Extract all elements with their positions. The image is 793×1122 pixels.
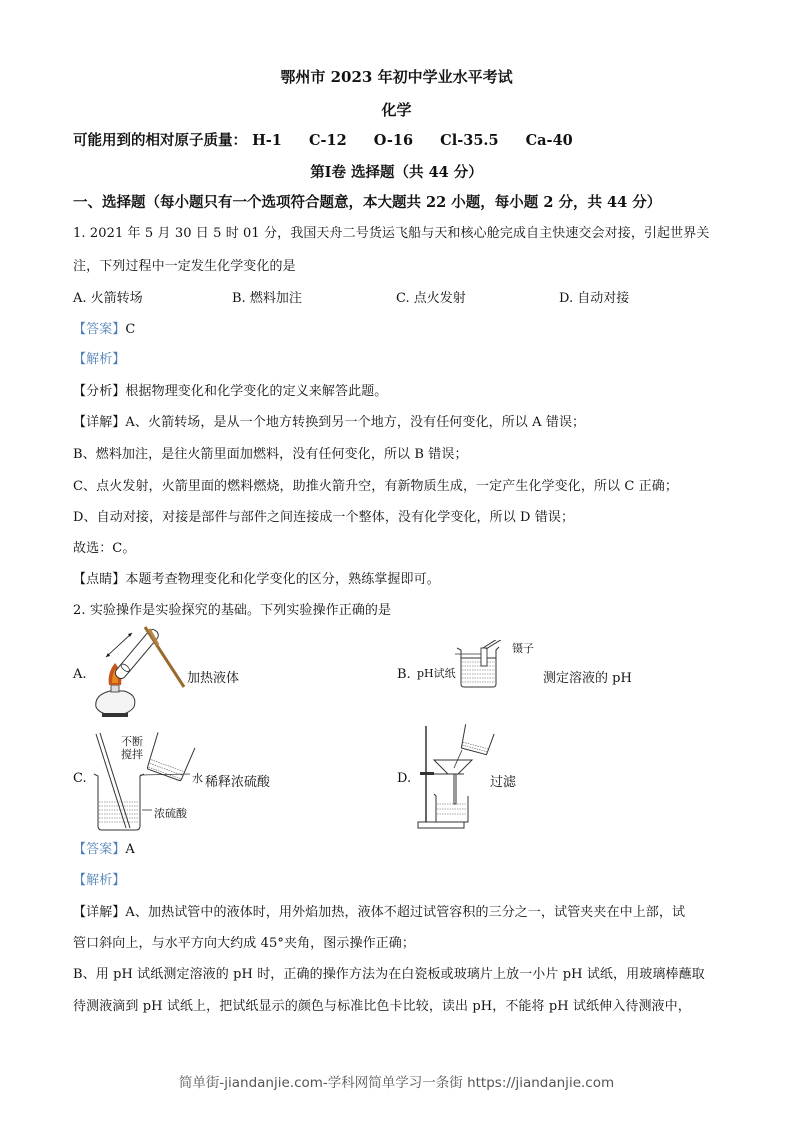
- answer-value: C: [125, 322, 136, 337]
- heating-liquid-figure: [88, 625, 188, 725]
- q1-detail-line-b: B、燃料加注，是往火箭里面加燃料，没有任何变化，所以 B 错误；: [73, 447, 468, 462]
- q1-conclusion: 故选：C。: [73, 541, 136, 556]
- q2-detail-line-4: 待测液滴到 pH 试纸上，把试纸显示的颜色与标准比色卡比较，读出 pH，不能将 pH 试纸伸入待测液中，: [73, 999, 691, 1014]
- answer-value: A: [125, 842, 135, 857]
- q2-answer: [73, 838, 135, 857]
- q2-option-b-letter: B.: [397, 667, 411, 682]
- atomic-mass-c: C-12: [308, 132, 347, 149]
- conc-acid-label: 浓硫酸: [154, 807, 187, 820]
- exam-title: 鄂州市 2023 年初中学业水平考试: [280, 68, 513, 86]
- stir-label: 不断搅拌: [121, 735, 143, 761]
- answer-tag: 【答案】: [73, 322, 126, 337]
- q1-option-d: D. 自动对接: [559, 291, 630, 306]
- tweezers-label: 镊子: [512, 642, 534, 655]
- water-label: 水: [192, 772, 203, 785]
- part-title: 一、选择题（每小题只有一个选项符合题意，本大题共 22 小题，每小题 2 分，共 44 分）: [73, 194, 662, 211]
- q1-analysis-tag: 【解析】: [73, 352, 126, 367]
- q1-detail-line-c: C、点火发射，火箭里面的燃料燃烧，助推火箭升空，有新物质生成，一定产生化学变化，所以 C 正确；: [73, 479, 678, 494]
- fenxi-text: 根据物理变化和化学变化的定义来解答此题。: [125, 384, 388, 399]
- q2-detail-line-2: 管口斜向上，与水平方向大约成 45°夹角，图示操作正确；: [73, 936, 415, 951]
- q1-stem-line1: 1. 2021 年 5 月 30 日 5 时 01 分，我国天舟二号货运飞船与天和核心舱完成自主快速交会对接，引起世界关: [73, 226, 710, 241]
- q1-option-c: C. 点火发射: [396, 291, 466, 306]
- comment-text: 本题考查物理变化和化学变化的区分，熟练掌握即可。: [125, 572, 440, 587]
- q1-stem-line2: 注，下列过程中一定发生化学变化的是: [73, 259, 296, 274]
- detail-tag: 【详解】: [73, 415, 126, 430]
- q2-option-b-caption: 测定溶液的 pH: [543, 671, 632, 686]
- atomic-mass-h: H-1: [252, 132, 282, 149]
- ph-paper-label: pH试纸: [417, 667, 456, 680]
- q2-option-a-caption: 加热液体: [187, 671, 240, 686]
- atomic-mass-cl: Cl-35.5: [440, 132, 499, 149]
- q1-detail-line-a: [73, 411, 585, 430]
- q2-analysis-tag: 【解析】: [73, 873, 126, 888]
- q2-detail-line-1: [73, 901, 685, 920]
- footer-watermark: 简单街-jiandanjie.com-学科网简单学习一条街 https://jiandanjie.com: [178, 1075, 615, 1091]
- atomic-mass-o: O-16: [373, 132, 414, 149]
- q2-detail-line-3: B、用 pH 试纸测定溶液的 pH 时，正确的操作方法为在白瓷板或玻璃片上放一小片 pH 试纸，用玻璃棒蘸取: [73, 967, 705, 982]
- q1-comment: [73, 568, 440, 587]
- answer-tag: 【答案】: [73, 842, 126, 857]
- q2-option-d-caption: 过滤: [490, 775, 517, 790]
- q1-answer: [73, 318, 135, 337]
- q1-option-a: A. 火箭转场: [73, 291, 143, 306]
- atomic-masses: [73, 129, 573, 150]
- comment-tag: 【点睛】: [73, 572, 126, 587]
- q2-stem: 2. 实验操作是实验探究的基础。下列实验操作正确的是: [73, 603, 392, 618]
- q2-option-a-letter: A.: [73, 667, 87, 682]
- detail-tag: 【详解】: [73, 905, 126, 920]
- subject-title: 化学: [381, 101, 412, 119]
- q1-detail-line-d: D、自动对接，对接是部件与部件之间连接成一个整体，没有化学变化，所以 D 错误；: [73, 510, 575, 525]
- atomic-masses-label: 可能用到的相对原子质量：: [73, 132, 247, 149]
- q2-option-d-letter: D.: [397, 771, 412, 786]
- fenxi-tag: 【分析】: [73, 384, 126, 399]
- detail-text: A、加热试管中的液体时，用外焰加热，液体不超过试管容积的三分之一，试管夹夹在中上部，试: [125, 905, 686, 920]
- detail-text: A、火箭转场，是从一个地方转换到另一个地方，没有任何变化，所以 A 错误；: [125, 415, 586, 430]
- q2-option-c-letter: C.: [73, 771, 87, 786]
- q2-option-c-caption: 稀释浓硫酸: [205, 775, 271, 790]
- q1-fenxi: [73, 380, 387, 399]
- atomic-mass-ca: Ca-40: [525, 132, 573, 149]
- q1-option-b: B. 燃料加注: [232, 291, 302, 306]
- section-title: 第Ⅰ卷 选择题（共 44 分）: [310, 164, 483, 181]
